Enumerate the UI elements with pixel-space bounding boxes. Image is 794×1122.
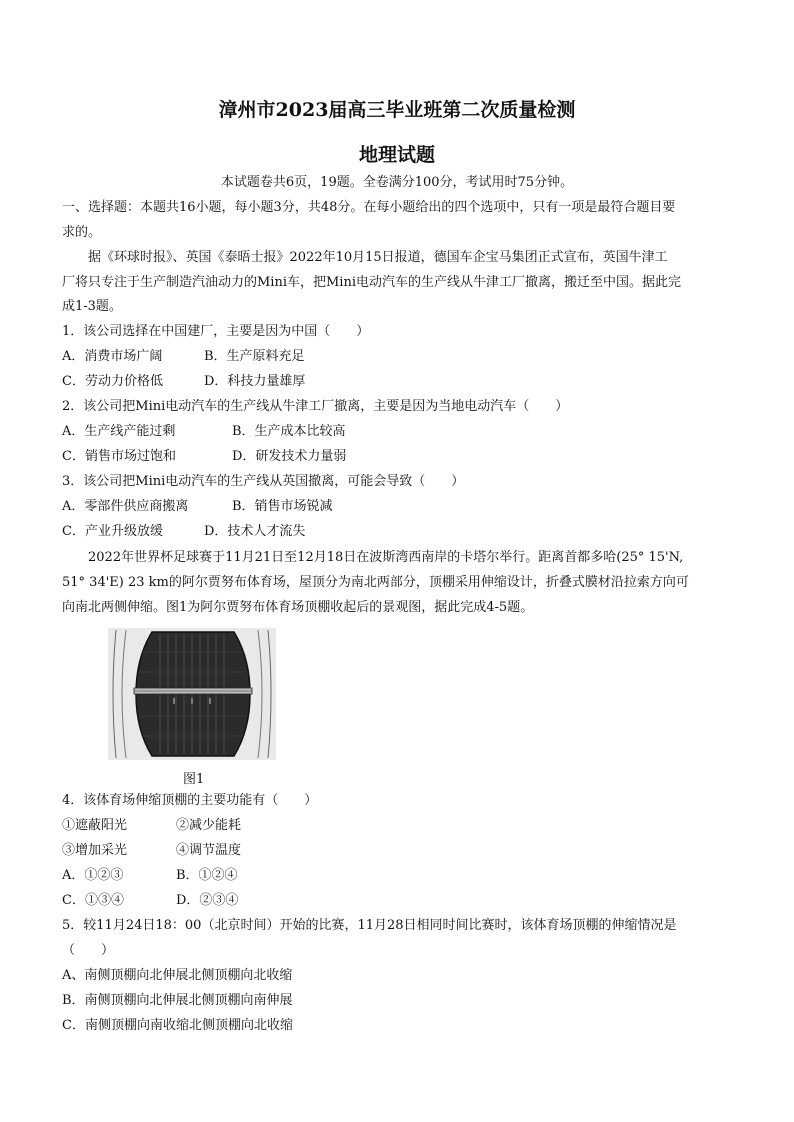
q4-option-a: A．①②③ — [62, 868, 124, 883]
passage2-line3: 向南北两侧伸缩。图1为阿尔贾努布体育场顶棚收起后的景观图，据此完成4-5题。 — [62, 600, 534, 615]
q4-option-d: D．②③④ — [176, 893, 239, 908]
q5-stem-line1: 5．较11月24日18：00（北京时间）开始的比赛，11月28日相同时间比赛时，该体育场顶棚的伸缩情况是 — [62, 918, 677, 933]
q4-stem: 4．该体育场伸缩顶棚的主要功能有（ ） — [62, 793, 318, 808]
exam-info: 本试题卷共6页，19题。全卷满分100分，考试用时75分钟。 — [220, 175, 574, 190]
passage1-line3: 成1-3题。 — [62, 299, 122, 314]
passage1-line2: 厂将只专注于生产制造汽油动力的Mini车，把Mini电动汽车的生产线从牛津工厂撤离，搬迁至中国。据此完 — [62, 275, 681, 290]
q4-item-1: ①遮蔽阳光 — [62, 818, 128, 833]
q1-stem: 1．该公司选择在中国建厂，主要是因为中国（ ） — [62, 324, 370, 339]
subject-title: 地理试题 — [358, 144, 435, 166]
q3-stem: 3．该公司把Mini电动汽车的生产线从英国撤离，可能会导致（ ） — [62, 474, 465, 489]
passage2-line2: 51° 34'E) 23 km的阿尔贾努布体育场，屋顶分为南北两部分，顶棚采用伸缩设计，折叠式膜材沿拉索方向可 — [62, 575, 689, 590]
section-heading-line1: 一、选择题：本题共16小题，每小题3分，共48分。在每小题给出的四个选项中，只有一项是最符合题目要 — [62, 200, 676, 215]
q2-stem: 2．该公司把Mini电动汽车的生产线从牛津工厂撤离，主要是因为当地电动汽车（ ） — [62, 399, 569, 414]
q5-option-c: C．南侧顶棚向南收缩北侧顶棚向北收缩 — [62, 1018, 293, 1033]
exam-title: 漳州市2023届高三毕业班第二次质量检测 — [218, 99, 576, 121]
passage2-line1: 2022年世界杯足球赛于11月21日至12月18日在波斯湾西南岸的卡塔尔举行。距离首都多哈(25° 15'N, — [88, 550, 684, 565]
q2-option-b: B．生产成本比较高 — [232, 424, 346, 439]
q1-option-a: A．消费市场广阔 — [62, 349, 163, 364]
q1-option-b: B．生产原料充足 — [204, 349, 305, 364]
q4-item-4: ④调节温度 — [176, 843, 242, 858]
q4-item-3: ③增加采光 — [62, 843, 128, 858]
stadium-roof-photo — [108, 628, 276, 760]
q2-option-c: C．销售市场过饱和 — [62, 449, 176, 464]
q5-option-b: B．南侧顶棚向北伸展北侧顶棚向南伸展 — [62, 993, 293, 1008]
q4-item-2: ②减少能耗 — [176, 818, 242, 833]
q1-option-c: C．劳动力价格低 — [62, 374, 163, 389]
q4-option-c: C．①③④ — [62, 893, 124, 908]
q4-option-b: B．①②④ — [176, 868, 238, 883]
q2-option-a: A．生产线产能过剩 — [62, 424, 176, 439]
q3-option-d: D．技术人才流失 — [204, 524, 306, 539]
q3-option-b: B．销售市场锐减 — [232, 499, 333, 514]
q2-option-d: D．研发技术力量弱 — [232, 449, 347, 464]
q3-option-c: C．产业升级放缓 — [62, 524, 163, 539]
figure-caption: 图1 — [183, 772, 205, 787]
passage1-line1: 据《环球时报》、英国《泰晤士报》2022年10月15日报道，德国车企宝马集团正式宣布，英国牛津工 — [88, 250, 668, 265]
section-heading-line2: 求的。 — [62, 225, 102, 240]
q1-option-d: D．科技力量雄厚 — [204, 374, 306, 389]
q5-option-a: A、南侧顶棚向北伸展北侧顶棚向北收缩 — [62, 968, 293, 983]
q5-stem-line2: （ ） — [62, 943, 115, 958]
q3-option-a: A．零部件供应商搬离 — [62, 499, 189, 514]
